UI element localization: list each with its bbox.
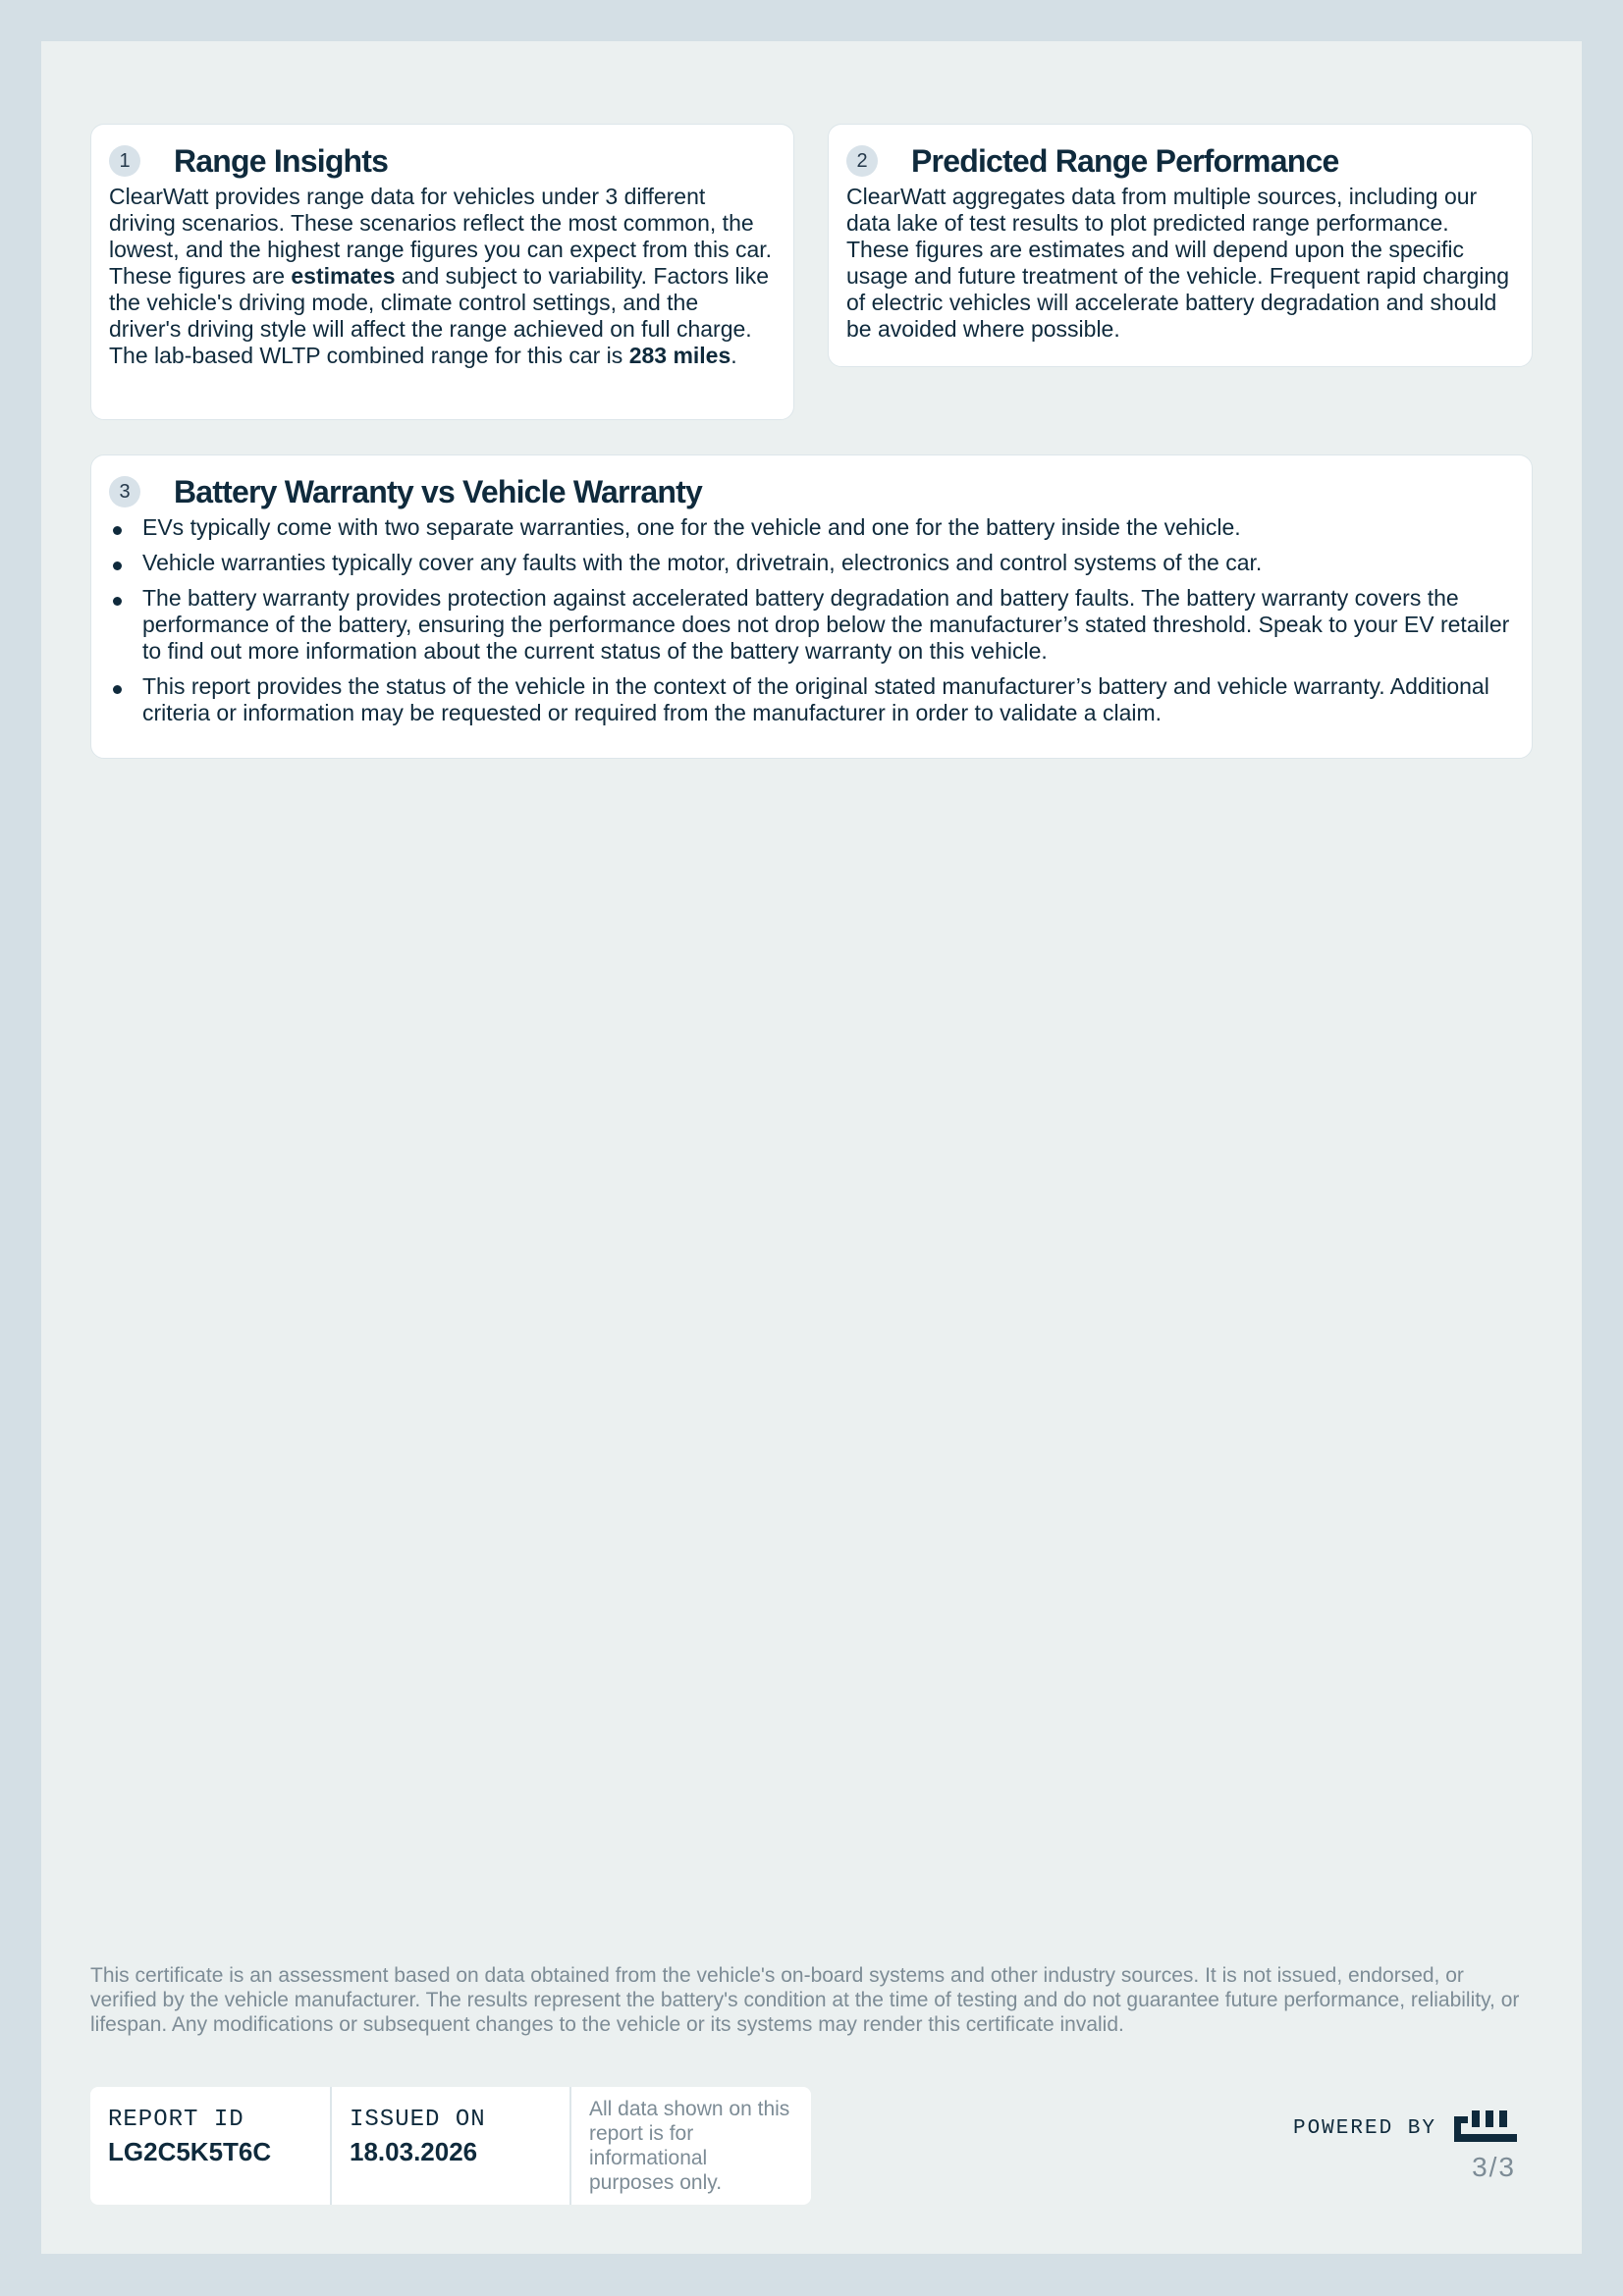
list-item: This report provides the status of the vehicle in the context of the original stated manufacturer’s battery and vehicle warranty. Additional criteria or information may be requested or required from the manufacturer in order to validate a claim. [142,673,1514,726]
range-insights-card [90,124,794,420]
report-id-value: LG2C5K5T6C [108,2137,272,2166]
issued-on-cell [330,2087,569,2205]
certificate-disclaimer: This certificate is an assessment based on data obtained from the vehicle's on-board systems and other industry sources. It is not issued, endorsed, or verified by the vehicle manufacturer. The results represent the battery's condition at the time of testing and do not guarantee future performance, reliability, or lifespan. Any modifications or subsequent changes to the vehicle or its systems may render this certificate invalid. [90,1964,1520,2036]
issued-on-label: ISSUED ON [350,2107,486,2133]
report-id-label: REPORT ID [108,2107,244,2133]
wltp-range-value: 283 miles [628,343,731,368]
section-number-badge: 3 [109,476,140,507]
predicted-range-title: Predicted Range Performance [911,142,1339,179]
warranty-bullet-list [109,514,1514,726]
range-insights-header [109,144,776,178]
range-insights-text-end: . [730,343,737,368]
section-number-badge: 1 [109,145,140,177]
list-item: EVs typically come with two separate warranties, one for the vehicle and one for the battery inside the vehicle. [142,514,1514,541]
report-id-cell [90,2087,330,2205]
warranty-header [109,475,1514,508]
issued-on-value: 18.03.2026 [350,2137,478,2166]
informational-note: All data shown on this report is for informational purposes only. [589,2098,790,2194]
estimates-emphasis: estimates [291,263,396,289]
report-info-box [90,2087,811,2205]
range-insights-text-part: and subject to variability. Factors like the vehicle's driving mode, climate control settings, and the driver's driving style will affect the range achieved on full charge. The lab-based WLTP combined range for this car is [109,263,770,368]
range-insights-text [109,184,776,369]
section-number-badge: 2 [846,145,878,177]
warranty-card [90,454,1533,759]
report-page [41,41,1582,2254]
page-number: 3/3 [1472,2152,1516,2182]
info-note-cell [569,2087,811,2205]
range-insights-text-part: ClearWatt provides range data for vehicles under 3 different driving scenarios. These scenarios reflect the most common, the lowest, and the highest range figures you can expect from this car. These figures are [109,184,773,289]
powered-by-label: POWERED BY [1292,2117,1436,2140]
powered-by [1293,2110,1517,2147]
range-insights-title: Range Insights [174,142,389,179]
warranty-title: Battery Warranty vs Vehicle Warranty [174,473,702,509]
list-item: Vehicle warranties typically cover any faults with the motor, drivetrain, electronics and control systems of the car. [142,550,1514,576]
list-item: The battery warranty provides protection against accelerated battery degradation and battery faults. The battery warranty covers the performance of the battery, ensuring the performance does not drop below the manufacturer’s stated threshold. Speak to your EV retailer to find out more information about the current status of the battery warranty on this vehicle. [142,585,1514,665]
clearwatt-logo-icon [1454,2110,1517,2147]
predicted-range-header [846,144,1514,178]
predicted-range-card [828,124,1533,367]
predicted-range-text: ClearWatt aggregates data from multiple sources, including our data lake of test results to plot predicted range performance. These figures are estimates and will depend upon the specific usage and future treatment of the vehicle. Frequent rapid charging of electric vehicles will accelerate battery degradation and should be avoided where possible. [846,184,1510,342]
